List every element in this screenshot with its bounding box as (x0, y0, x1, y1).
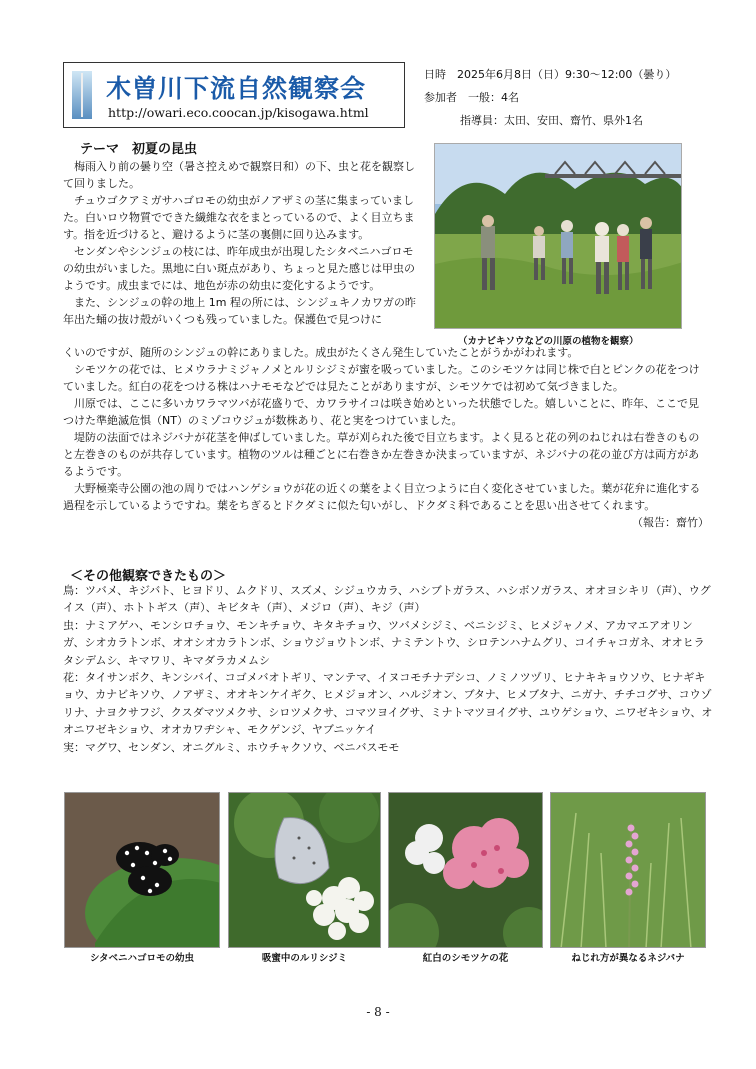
paragraph: 大野極楽寺公園の池の周りではハンゲショウが花の近くの葉をよく目立つように白く変化させていました。葉が花弁に進化する過程を示しているようですね。葉をちぎるとドクダミに似た匂いがし、ドクダミ科であることを思い出させてくれます。 (63, 482, 701, 512)
other-observations-heading: ＜その他観察できたもの＞ (70, 569, 227, 584)
report-credit: （報告：齋竹） (632, 516, 709, 529)
birds-list: 鳥：ツバメ、キジバト、ヒヨドリ、ムクドリ、スズメ、シジュウカラ、ハシブトガラス、ハシボソガラス、オオヨシキリ（声）、ウグイス（声）、ホトトギス（声）、キビタキ（声）、メジロ（声）、キジ（声） (63, 584, 711, 615)
thumb-caption-2: 吸蜜中のルリシジミ (261, 953, 348, 964)
paragraph: また、シンジュの幹の地上 1m 程の所には、シンジュキノカワガの昨年出た蛹の抜け殻がいくつも残っていました。保護色で見つけに (63, 296, 416, 326)
paragraph: チュウゴクアミガサハゴロモの幼虫がノアザミの茎に集まっていました。白いロウ物質でできた繊維な衣をまとっているので、よく目立ちます。指を近づけると、避けるように茎の裏側に回り込みます。 (63, 194, 415, 241)
page-number: - 8 - (366, 1005, 390, 1019)
photo-lanternfly-nymph (64, 792, 220, 948)
thumb-caption-3: 紅白のシモツケの花 (422, 953, 509, 964)
lanternfly-nymph-illustration (65, 793, 220, 948)
article-body-left (63, 158, 417, 328)
paragraph: 梅雨入り前の曇り空（暑さ控えめで観察日和）の下、虫と花を観察して回りました。 (63, 160, 415, 190)
theme-heading: テーマ 初夏の昆虫 (80, 142, 198, 157)
event-guides: 指導員：太田、安田、齋竹、県外1名 (460, 114, 643, 127)
flowers-list: 花：タイサンボク、キンシバイ、コゴメバオトギリ、マンテマ、イヌコモチナデシコ、ノミノツヅリ、ヒナキキョウソウ、ヒナギキョウ、カナビキソウ、ノアザミ、オオキンケイギク、ヒメジョオン、ハルジオン、ブタナ、ヒメブタナ、ニガナ、チチコグサ、コウゾリナ、ナヨクサフジ、クスダマツメクサ、シロツメクサ、コマツヨイグサ、ミナトマツヨイグサ、ユウゲショウ、ニワゼキショウ、オオニワゼキショウ、オオカワヂシャ、モクゲンジ、ヤブニッケイ (63, 671, 713, 737)
photo-spirea-flowers (388, 792, 543, 948)
holly-blue-illustration (229, 793, 381, 948)
field-observation-photo (434, 143, 682, 329)
paragraph: シモツケの花では、ヒメウラナミジャノメとルリシジミが蜜を吸っていました。このシモツケは同じ株で白とピンクの花をつけていました。紅白の花をつける株はハナモモなどでは見たことがありますが、シモツケでは初めて気づきました。 (63, 363, 700, 393)
thumb-caption-4: ねじれ方が異なるネジバナ (571, 953, 685, 964)
ladies-tresses-illustration (551, 793, 706, 948)
paragraph: 川原では、ここに多いカワラマツバが花盛りで、カワラサイコは咲き始めといった状態でした。嬉しいことに、昨年、ここで見つけた準絶滅危惧（NT）のミゾコウジュが数株あり、花と実をつけていました。 (63, 397, 700, 427)
newsletter-title: 木曽川下流自然観察会 (106, 74, 367, 103)
paragraph: 堤防の法面ではネジバナが花茎を伸ばしていました。草が刈られた後で目立ちます。よく見ると花の列のねじれは右巻きのものと左巻きのものが共存しています。植物のツルは種ごとに右巻きか左巻きか決まっていますが、ネジバナの花の並び方は両方があるようです。 (63, 431, 700, 478)
main-photo-caption: （カナビキソウなどの川原の植物を観察） (458, 336, 639, 347)
article-body-full (63, 344, 709, 531)
insects-list: 虫：ナミアゲハ、モンシロチョウ、モンキチョウ、キタキチョウ、ツバメシジミ、ベニシジミ、ヒメジャノメ、アカマエアオリンガ、シオカラトンボ、オオシオカラトンボ、ショウジョウトンボ、ナミテントウ、シロテンハナムグリ、コイチャコガネ、オオヒラタシデムシ、キマワリ、キマダラカメムシ (63, 618, 705, 667)
newsletter-header (63, 62, 405, 128)
paragraph: センダンやシンジュの枝には、昨年成虫が出現したシタベニハゴロモの幼虫がいました。黒地に白い斑点があり、ちょっと見た感じは甲虫のようです。成虫までには、地色が赤の幼虫に変化するようです。 (63, 245, 415, 292)
event-participants: 参加者 一般：4名 (424, 91, 519, 104)
paragraph: くいのですが、随所のシンジュの幹にありました。成虫がたくさん発生していたことがうかがわれます。 (63, 346, 579, 359)
bridge-logo-icon (72, 71, 92, 119)
thumb-caption-1: シタベニハゴロモの幼虫 (89, 953, 195, 964)
photo-ladies-tresses (550, 792, 706, 948)
photo-holly-blue (228, 792, 381, 948)
fruits-list: 実：マグワ、センダン、オニグルミ、ホウチャクソウ、ベニバスモモ (63, 740, 400, 754)
other-observations-list (63, 582, 713, 756)
spirea-flowers-illustration (389, 793, 543, 948)
website-url[interactable]: http://owari.eco.coocan.jp/kisogawa.html (108, 105, 369, 120)
event-date: 日時 2025年6月8日（日）9:30～12:00（曇り） (424, 68, 677, 81)
field-observation-illustration (435, 144, 682, 329)
